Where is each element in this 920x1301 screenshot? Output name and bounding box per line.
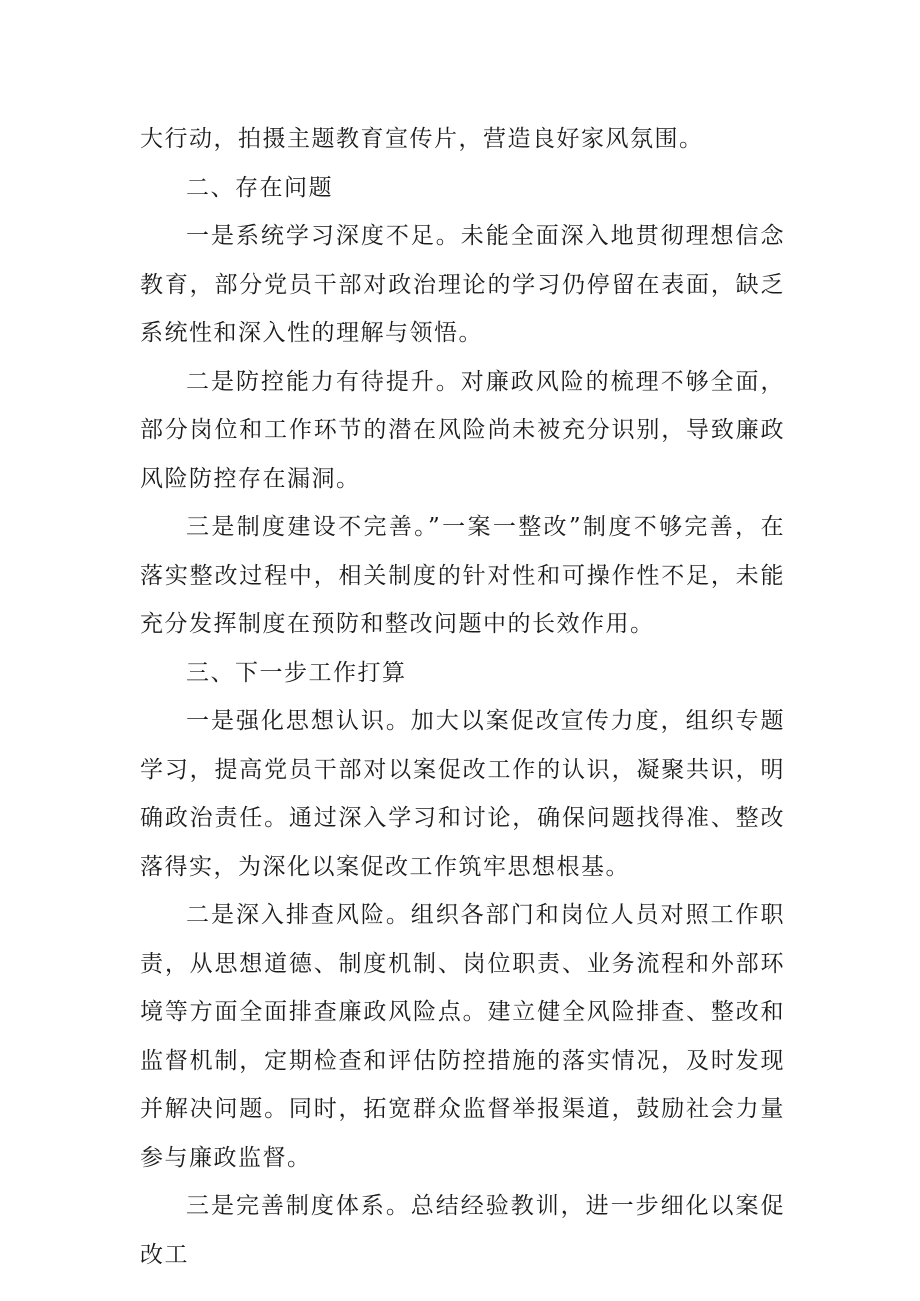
paragraph-continuation: 大行动，拍摄主题教育宣传片，营造良好家风氛围。 (140, 126, 704, 152)
document-body (140, 115, 785, 1279)
paragraph-problem-1: 一是系统学习深度不足。未能全面深入地贯彻理想信念教育，部分党员干部对政治理论的学习仍停留在表面，缺乏系统性和深入性的理解与领悟。 (140, 223, 785, 346)
section-heading-problems: 二、存在问题 (186, 174, 333, 201)
section-heading-next-steps: 三、下一步工作打算 (186, 659, 407, 686)
paragraph-plan-2: 二是深入排查风险。组织各部门和岗位人员对照工作职责，从思想道德、制度机制、岗位职责、业务流程和外部环境等方面全面排查廉政风险点。建立健全风险排查、整改和监督机制，定期检查和评估防控措施的落实情况，及时发现并解决问题。同时，拓宽群众监督举报渠道，鼓励社会力量参与廉政监督。 (140, 902, 785, 1171)
paragraph-problem-2: 二是防控能力有待提升。对廉政风险的梳理不够全面，部分岗位和工作环节的潜在风险尚未被充分识别，导致廉政风险防控存在漏洞。 (140, 368, 785, 492)
paragraph-plan-1: 一是强化思想认识。加大以案促改宣传力度，组织专题学习，提高党员干部对以案促改工作的认识，凝聚共识，明确政治责任。通过深入学习和讨论，确保问题找得准、整改落得实，为深化以案促改工作筑牢思想根基。 (140, 708, 785, 880)
paragraph-plan-3: 三是完善制度体系。总结经验教训，进一步细化以案促改工 (140, 1193, 785, 1268)
paragraph-problem-3: 三是制度建设不完善。”一案一整改”制度不够完善，在落实整改过程中，相关制度的针对性和可操作性不足，未能充分发挥制度在预防和整改问题中的长效作用。 (140, 514, 785, 637)
